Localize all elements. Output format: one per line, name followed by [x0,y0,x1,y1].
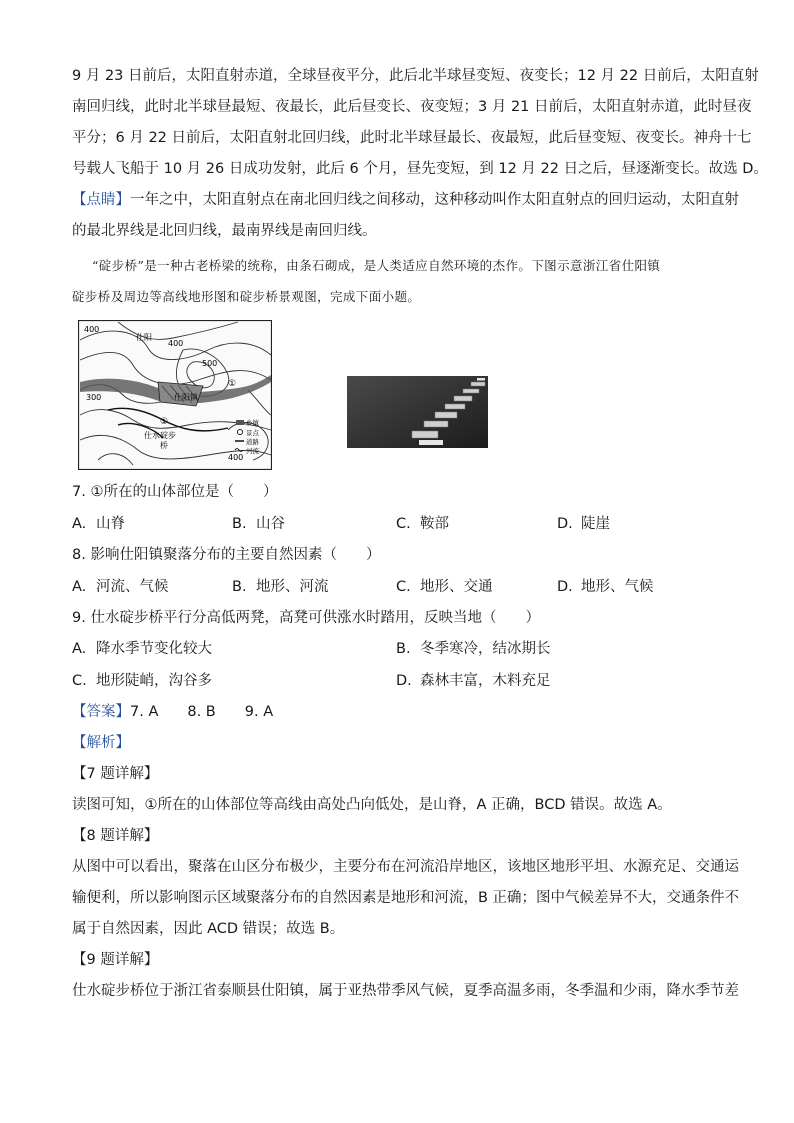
bridge-photo [347,376,488,448]
option-text: 地形、气候 [581,579,654,595]
q9-option-d[interactable] [396,671,551,691]
question-9-stem: 9. 仕水碇步桥平行分高低两凳，高凳可供涨水时踏用，反映当地（ ） [72,610,540,626]
detail-7-label: 【7 题详解】 [72,766,159,782]
comment-text-1: 一年之中，太阳直射点在南北回归线之间移动，这种移动叫作太阳直射点的回归运动，太阳直射 [130,192,739,208]
option-letter: A. [72,641,87,657]
option-letter: C. [396,516,411,532]
option-text: 冬季寒冷，结冰期长 [420,641,551,657]
comment-line-1 [72,190,739,210]
option-letter: C. [396,579,411,595]
option-text: 降水季节变化较大 [96,641,212,657]
q7-option-c[interactable] [396,514,449,534]
detail-8-line-1: 从图中可以看出，聚落在山区分布极少，主要分布在河流沿岸地区，该地区地形平坦、水源充足、交通运 [72,859,739,875]
explanation-line-4: 号载人飞船于 10 月 26 日成功发射，此后 6 个月，昼先变短，到 12 月 22 日之后，昼逐渐变长。故选 D。 [72,161,768,177]
detail-8-line-3: 属于自然因素，因此 ACD 错误；故选 B。 [72,921,345,937]
contour-label-1: 400 [84,325,100,334]
q8-option-c[interactable] [396,577,493,597]
q7-option-a[interactable] [72,514,125,534]
question-8-stem: 8. 影响仕阳镇聚落分布的主要自然因素（ ） [72,547,381,563]
contour-label-5: 400 [228,453,244,462]
site-marker-2: ① [160,417,169,427]
town-icon [236,420,244,425]
detail-9-line-1: 仕水碇步桥位于浙江省泰顺县仕阳镇，属于亚热带季风气候，夏季高温多雨，冬季温和少雨，降水季节差 [72,983,739,999]
map-place-top: 仕阳 [136,333,152,342]
option-letter: D. [557,516,573,532]
intro-line-1: “碇步桥”是一种古老桥梁的统称，由条石砌成，是人类适应自然环境的杰作。下图示意浙江省仕阳镇 [92,258,661,273]
contour-label-3: 500 [202,359,218,368]
map-bridge-label: 仕水碇步 [144,431,176,440]
legend-road: 道路 [246,438,259,446]
q8-option-b[interactable] [232,577,329,597]
option-letter: B. [396,641,411,657]
option-text: 地形、交通 [420,579,493,595]
option-letter: B. [232,516,247,532]
q8-option-a[interactable] [72,577,169,597]
site-marker-1: ① [228,379,237,389]
comment-line-2: 的最北界线是北回归线，最南界线是南回归线。 [72,223,377,239]
explanation-line-3: 平分；6 月 22 日前后，太阳直射北回归线，此时北半球昼最长、夜最短，此后昼变短、夜变长。神舟十七 [72,130,752,146]
option-text: 地形、河流 [256,579,329,595]
option-text: 山谷 [256,516,285,532]
option-letter: A. [72,579,87,595]
q8-option-d[interactable] [557,577,654,597]
analysis-label: 【解析】 [72,735,130,751]
legend-river: 河流 [246,447,259,455]
comment-label: 【点睛】 [72,192,130,208]
explanation-line-2: 南回归线，此时北半球昼最短、夜最长，此后昼变长、夜变短；3 月 21 日前后，太阳直射赤道，此时昼夜 [72,99,752,115]
answer-text: 7. A 8. B 9. A [130,704,274,720]
legend-site: 景点 [246,429,259,437]
detail-8-label: 【8 题详解】 [72,828,159,844]
intro-line-2: 碇步桥及周边等高线地形图和碇步桥景观图，完成下面小题。 [72,289,421,304]
q7-option-b[interactable] [232,514,285,534]
option-text: 地形陡峭，沟谷多 [96,673,212,689]
detail-8-line-2: 输便利，所以影响图示区域聚落分布的自然因素是地形和河流，B 正确；图中气候差异不大，交通条件不 [72,890,740,906]
option-letter: B. [232,579,247,595]
option-letter: C. [72,673,87,689]
legend-town: 乡镇 [246,419,259,427]
q9-option-c[interactable] [72,671,212,691]
detail-9-label: 【9 题详解】 [72,952,159,968]
detail-7-line-1: 读图可知，①所在的山体部位等高线由高处凸向低处，是山脊，A 正确，BCD 错误。故选 A。 [72,797,672,813]
map-bridge-label-2: 桥 [160,441,168,450]
option-text: 陡崖 [581,516,610,532]
contour-label-4: 300 [86,393,102,402]
option-letter: D. [396,673,412,689]
option-text: 鞍部 [420,516,449,532]
explanation-line-1: 9 月 23 日前后，太阳直射赤道，全球昼夜平分，此后北半球昼变短、夜变长；12 月 22 日前后，太阳直射 [72,68,759,84]
option-letter: A. [72,516,87,532]
q9-option-a[interactable] [72,639,212,659]
q9-option-b[interactable] [396,639,551,659]
contour-map [78,320,272,470]
option-letter: D. [557,579,573,595]
answer-label: 【答案】 [72,704,130,720]
option-text: 山脊 [96,516,125,532]
option-text: 河流、气候 [96,579,169,595]
q7-option-d[interactable] [557,514,610,534]
answer-line [72,702,732,722]
contour-label-2: 400 [168,339,184,348]
map-town-label: 仕阳镇 [174,393,198,402]
question-7-stem: 7. ①所在的山体部位是（ ） [72,484,278,500]
option-text: 森林丰富，木料充足 [420,673,551,689]
